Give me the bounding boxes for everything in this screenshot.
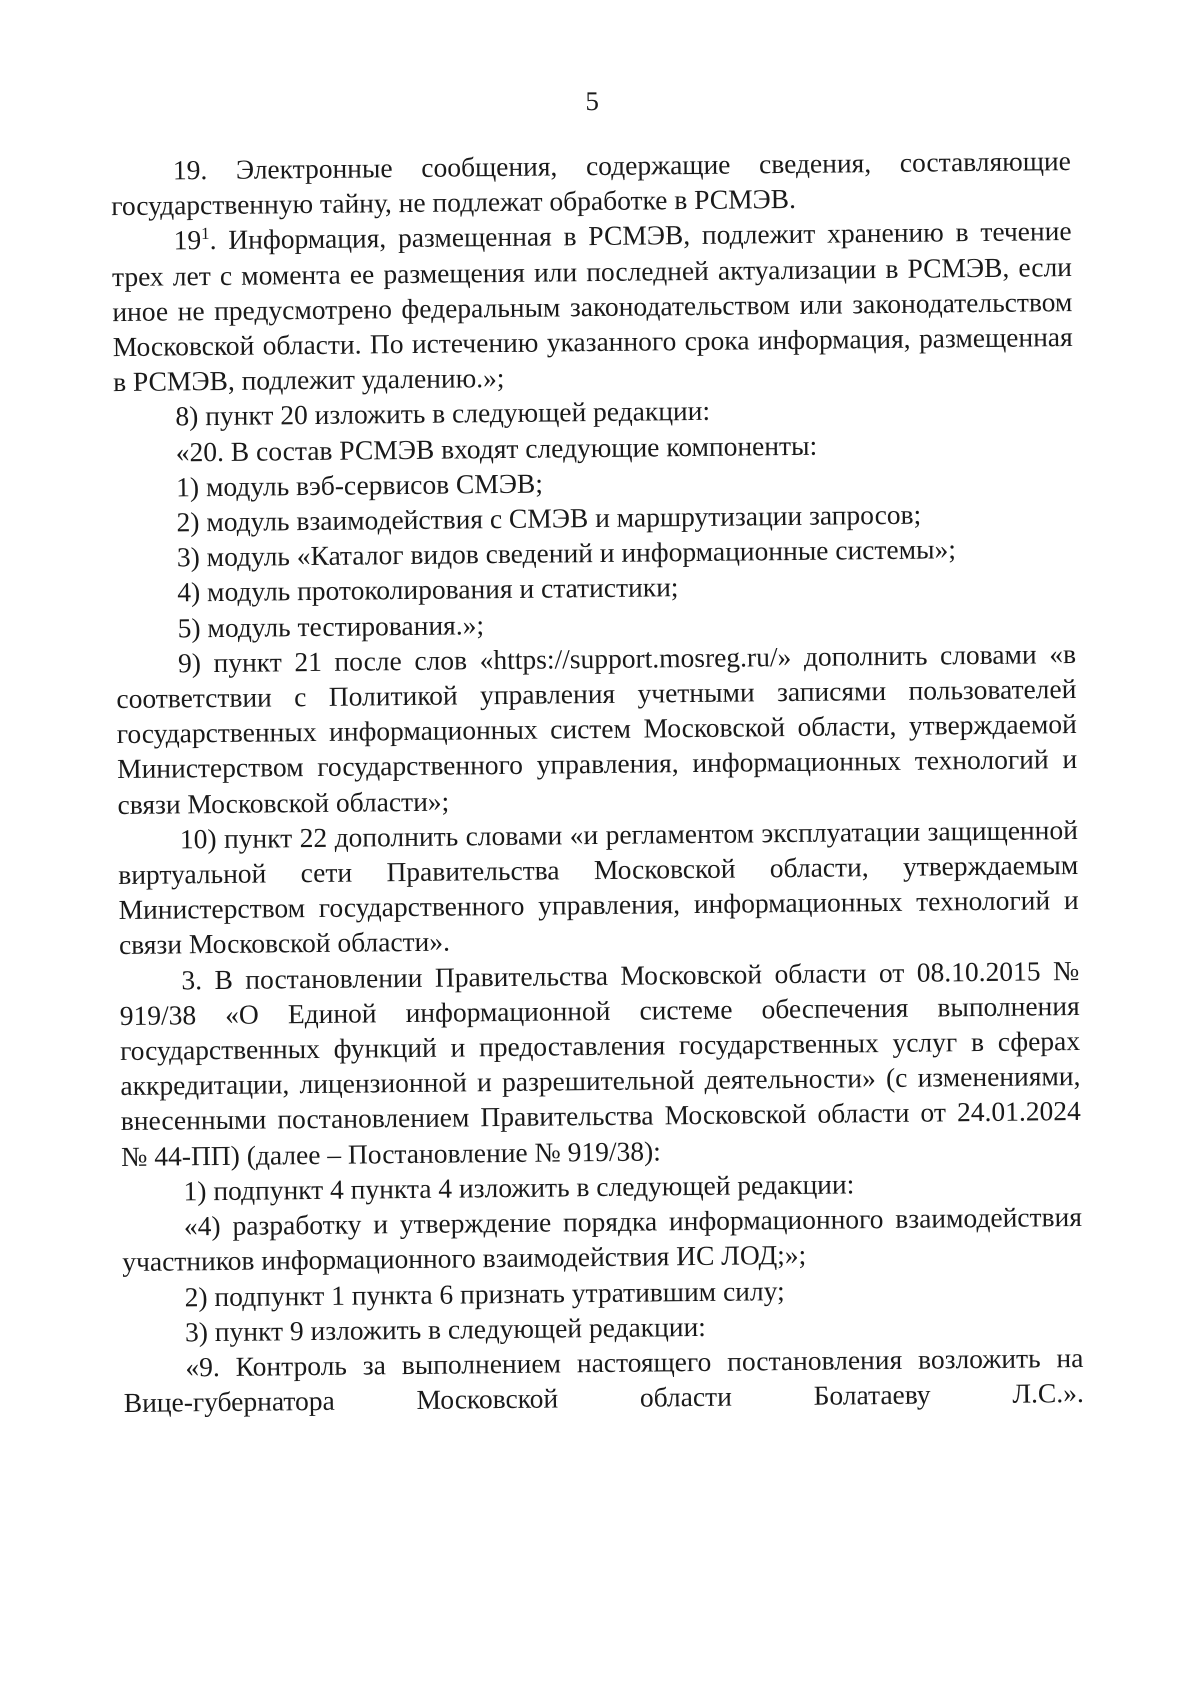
paragraph-item-10 (118, 812, 1079, 963)
paragraph-text: 3. В постановлении Правительства Московской области от 08.10.2015 № 919/38 «О Единой информационной системе обеспечения выполнения государственных функций и предоставления государственных услуг в сферах аккредитации, лицензионной и разрешительной деятельности» (с изменениями, внесенными постановлением Правительства Московской области от 24.01.2024 № 44-ПП) (далее – Постановление № 919/38): (119, 954, 1081, 1172)
paragraph-19 (111, 143, 1072, 223)
paragraph-text: 10) пункт 22 дополнить словами «и регламентом эксплуатации защищенной виртуальной сети Правительства Московской области, утверждаемым Министерством государственного управления, информационных технологий и связи Московской области». (118, 813, 1079, 961)
page-number: 5 (585, 85, 600, 117)
paragraph-text: 1) подпункт 4 пункта 4 изложить в следующей редакции: (183, 1168, 855, 1207)
paragraph-19-1 (111, 213, 1073, 399)
paragraph-9-control (123, 1340, 1084, 1420)
paragraph-text: 3) модуль «Каталог видов сведений и информационные системы»; (176, 533, 957, 573)
paragraph-text: . Информация, размещенная в РСМЭВ, подлежит хранению в течение трех лет с момента ее размещения или последней актуализации в РСМЭВ, если иное не предусмотрено федеральным законодательством или законодательством Московской области. По истечению указанного срока информация, размещенная в РСМЭВ, подлежит удалению.»; (111, 215, 1073, 398)
paragraph-section-3 (119, 953, 1081, 1174)
paragraph-text: 8) пункт 20 изложить в следующей редакции: (175, 395, 711, 432)
paragraph-number: 19 (173, 224, 202, 256)
paragraph-subitem-4-text (122, 1199, 1083, 1279)
paragraph-text: 4) модуль протоколирования и статистики; (177, 571, 679, 608)
paragraph-text: «20. В состав РСМЭВ входят следующие компоненты: (175, 429, 818, 468)
paragraph-text: «4) разработку и утверждение порядка информационного взаимодействия участников информационного взаимодействия ИС ЛОД;»; (122, 1201, 1083, 1278)
paragraph-text: 19. Электронные сообщения, содержащие сведения, составляющие государственную тайну, не подлежат обработке в РСМЭВ. (111, 145, 1071, 222)
document-body (111, 143, 1084, 1420)
paragraph-text: 3) пункт 9 изложить в следующей редакции: (184, 1310, 707, 1348)
paragraph-text: 1) модуль вэб-сервисов СМЭВ; (176, 467, 544, 503)
paragraph-text: 2) модуль взаимодействия с СМЭВ и маршрутизации запросов; (176, 498, 922, 538)
paragraph-item-9 (116, 636, 1078, 822)
superscript-index: 1 (200, 224, 210, 244)
paragraph-text: 2) подпункт 1 пункта 6 признать утратившим силу; (184, 1274, 785, 1312)
paragraph-text: 5) модуль тестирования.»; (177, 608, 485, 644)
paragraph-text: «9. Контроль за выполнением настоящего постановления возложить на Вице-губернатора Московской области Болатаеву Л.С.». (123, 1341, 1084, 1419)
paragraph-text: 9) пункт 21 после слов «https://support.mosreg.ru/» дополнить словами «в соответствии с Политикой управления учетными записями пользователей государственных информационных систем Московской области, утверждаемой Министерством государственного управления, информационных технологий и связи Московской области»; (116, 637, 1078, 820)
